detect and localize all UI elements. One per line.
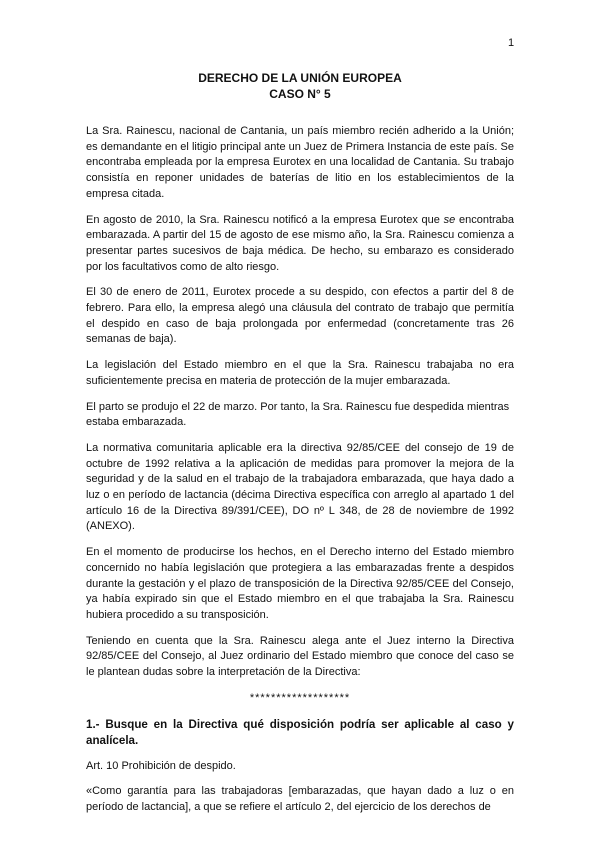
- paragraph-internal-law: En el momento de producirse los hechos, en el Derecho interno del Estado miembro concernido no había legislación que protegiera a las embarazadas frente a despidos durante la gestación y el plazo de transposición de la Directiva 92/85/CEE del Consejo, ya había expirado sin que el Estado miembro en el que trabajaba la Sra. Rainescu hubiera procedido a su transposición.: [86, 546, 514, 621]
- article-heading: Art. 10 Prohibición de despido.: [86, 759, 236, 772]
- title-line-1: DERECHO DE LA UNIÓN EUROPEA: [198, 71, 402, 85]
- title-line-2: CASO N° 5: [269, 87, 331, 101]
- paragraph-legislation: La legislación del Estado miembro en el que la Sra. Rainescu trabajaba no era suficientemente precisa en materia de protección de la mujer embarazada.: [86, 359, 514, 387]
- paragraph-notification-italic: se: [443, 213, 456, 226]
- separator: *******************: [249, 691, 351, 704]
- paragraph-notification-start: En agosto de 2010, la Sra. Rainescu notificó a la empresa Eurotex que: [86, 213, 440, 226]
- paragraph-question-intro: Teniendo en cuenta que la Sra. Rainescu alega ante el Juez interno la Directiva 92/85/CEE del Consejo, al Juez ordinario del Estado miembro que conoce del caso se le plantean dudas sobre la interpretación de la Directiva:: [86, 634, 514, 679]
- document-title: [0, 70, 600, 102]
- document-body: [86, 124, 514, 826]
- paragraph-intro: La Sra. Rainescu, nacional de Cantania, un país miembro recién adherido a la Unión; es demandante en el litigio principal ante un Juez de Primera Instancia de este país. Se encontraba empleada por la empresa Eurotex en una localidad de Cantania. Su trabajo consistía en reponer unidades de baterías de litio en los establecimientos de la empresa citada.: [86, 125, 514, 200]
- paragraph-notification-end: encontraba embarazada. A partir del 15 de agosto de ese mismo año, la Sra. Rainescu comienza a presentar partes sucesivos de baja médica. De hecho, su embarazo es considerado por los facultativos como de alto riesgo.: [86, 213, 515, 273]
- question-1: 1.- Busque en la Directiva qué disposición podría ser aplicable al caso y analícela.: [86, 717, 514, 747]
- page-number: 1: [508, 37, 515, 49]
- article-quote: «Como garantía para las trabajadoras [embarazadas, que hayan dado a luz o en período de lactancia], a que se refiere el artículo 2, del ejercicio de los derechos de: [86, 785, 514, 813]
- paragraph-birth: El parto se produjo el 22 de marzo. Por tanto, la Sra. Rainescu fue despedida mientras estaba embarazada.: [86, 400, 510, 429]
- paragraph-notification: [86, 213, 514, 276]
- paragraph-dismissal: El 30 de enero de 2011, Eurotex procede a su despido, con efectos a partir del 8 de febrero. Para ello, la empresa alegó una cláusula del contrato de trabajo que permitía el despido en caso de baja prolongada por enfermedad (concretamente tras 26 semanas de baja).: [86, 286, 514, 346]
- paragraph-directive: La normativa comunitaria aplicable era la directiva 92/85/CEE del consejo de 19 de octubre de 1992 relativa a la aplicación de medidas para promover la mejora de la seguridad y de la salud en el trabajo de la trabajadora embarazada, que haya dado a luz o en período de lactancia (décima Directiva específica con arreglo al apartado 1 del artículo 16 de la Directiva 89/391/CEE), DO nº L 348, de 28 de noviembre de 1992 (ANEXO).: [86, 441, 514, 533]
